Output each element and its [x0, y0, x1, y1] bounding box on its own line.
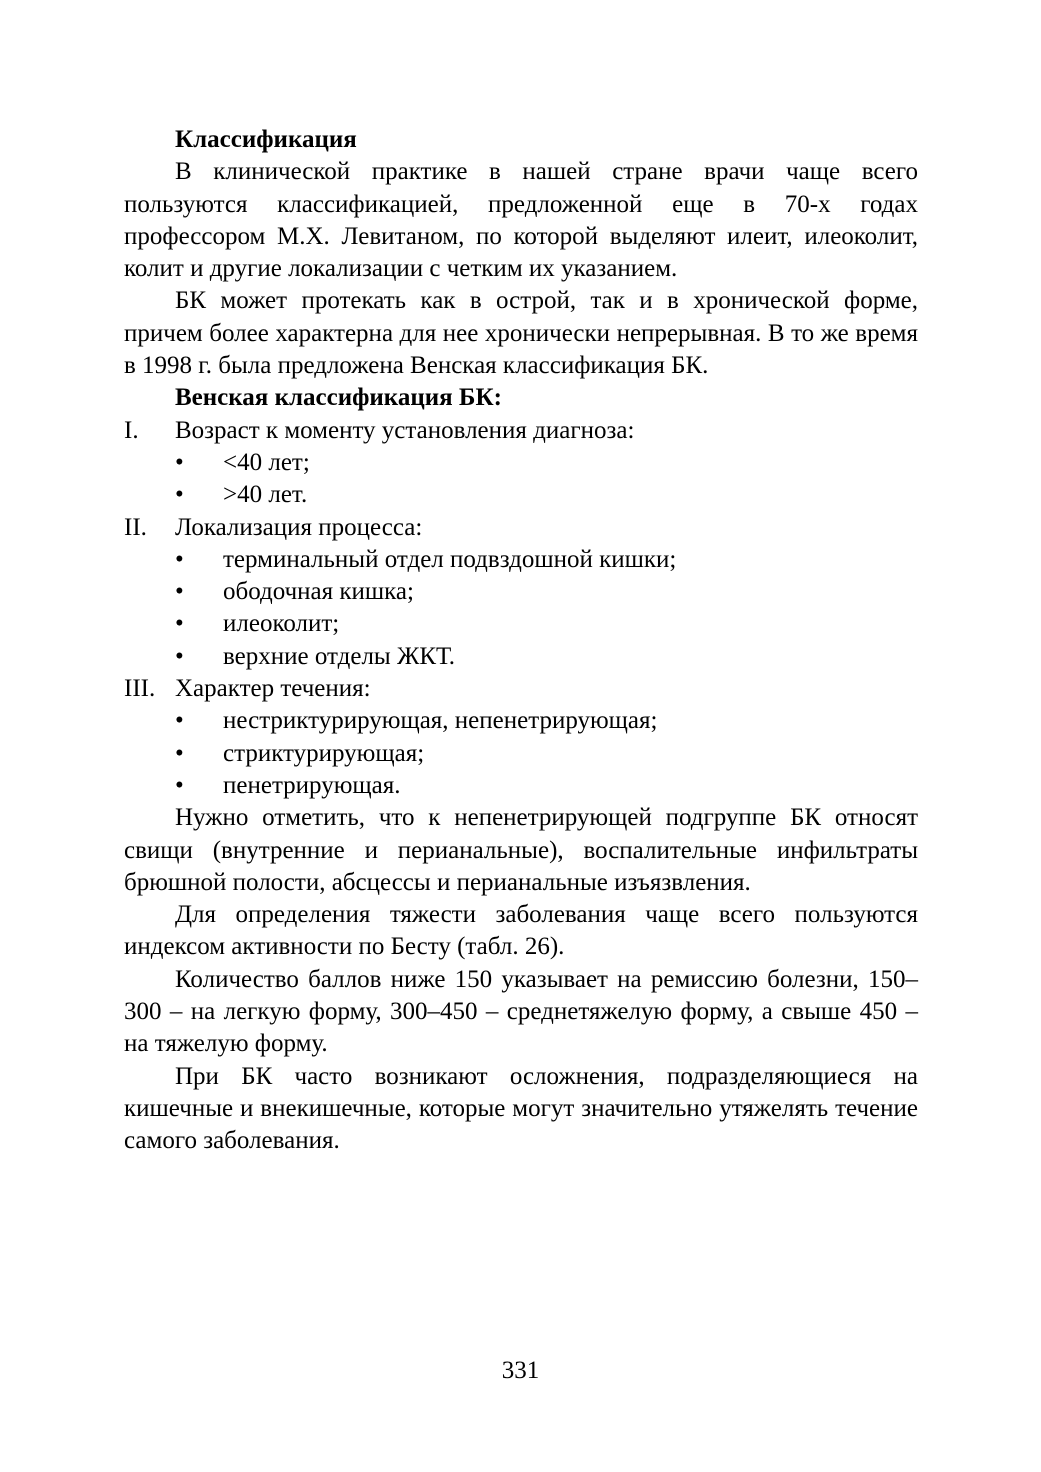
bullet-icon: • — [175, 642, 184, 670]
section-title: Возраст к моменту установления диагноза: — [175, 416, 635, 444]
section-title: Локализация процесса: — [175, 513, 423, 541]
list-item — [124, 705, 918, 737]
bullet-icon: • — [175, 610, 184, 638]
paragraph: БК может протекать как в острой, так и в хронической форме, причем более характерна для нее хронически непрерывная. В то же время в 1998 г. была предложена Венская классификация БК. — [124, 287, 918, 380]
page-content — [124, 124, 918, 1158]
paragraph: При БК часто возникают осложнения, подразделяющиеся на кишечные и внекишечные, которые могут значительно утяжелять течение самого заболевания. — [124, 1062, 918, 1155]
paragraph: Нужно отметить, что к непенетрирующей подгруппе БК относят свищи (внутренние и перианальные), воспалительные инфильтраты брюшной полости, абсцессы и перианальные изъязвления. — [124, 804, 918, 896]
list-item — [124, 608, 918, 640]
list-item-text: нестриктурирующая, непенетрирующая; — [223, 707, 658, 735]
bullet-icon: • — [175, 707, 184, 735]
list-item — [124, 447, 918, 479]
page-number: 331 — [501, 1357, 540, 1384]
list-item — [124, 544, 918, 576]
classification-section — [124, 512, 918, 544]
classification-section — [124, 415, 918, 447]
bullet-icon: • — [175, 739, 184, 767]
classification-section — [124, 673, 918, 705]
list-item — [124, 479, 918, 511]
list-item-text: стриктурирующая; — [223, 739, 425, 767]
list-item — [124, 738, 918, 770]
list-item — [124, 770, 918, 802]
list-item — [124, 576, 918, 608]
roman-numeral: II. — [124, 513, 147, 541]
bullet-icon: • — [175, 481, 184, 509]
subsection-heading: Венская классификация БК: — [175, 384, 502, 412]
list-item-text: >40 лет. — [223, 481, 308, 509]
section-title: Характер течения: — [175, 675, 371, 703]
list-item — [124, 641, 918, 673]
list-item-text: <40 лет; — [223, 448, 310, 476]
bullet-icon: • — [175, 448, 184, 476]
roman-numeral: III. — [124, 675, 156, 703]
list-item-text: терминальный отдел подвздошной кишки; — [223, 545, 677, 573]
bullet-icon: • — [175, 545, 184, 573]
paragraph: Количество баллов ниже 150 указывает на ремиссию болезни, 150–300 – на легкую форму, 300–450 – среднетяжелую форму, а свыше 450 – на тяжелую форму. — [124, 965, 918, 1058]
roman-numeral: I. — [124, 416, 139, 444]
list-item-text: илеоколит; — [223, 610, 340, 638]
paragraph: В клинической практике в нашей стране врачи чаще всего пользуются классификацией, предложенной еще в 70-х годах профессором М.Х. Левитаном, по которой выделяют илеит, илеоколит, колит и другие локализации с четким их указанием. — [124, 158, 918, 283]
paragraph: Для определения тяжести заболевания чаще всего пользуются индексом активности по Бесту (табл. 26). — [124, 901, 918, 961]
list-item-text: верхние отделы ЖКТ. — [223, 642, 456, 670]
section-heading: Классификация — [175, 126, 357, 153]
list-item-text: пенетрирующая. — [223, 771, 401, 799]
list-item-text: ободочная кишка; — [223, 578, 414, 606]
bullet-icon: • — [175, 771, 184, 799]
bullet-icon: • — [175, 578, 184, 606]
